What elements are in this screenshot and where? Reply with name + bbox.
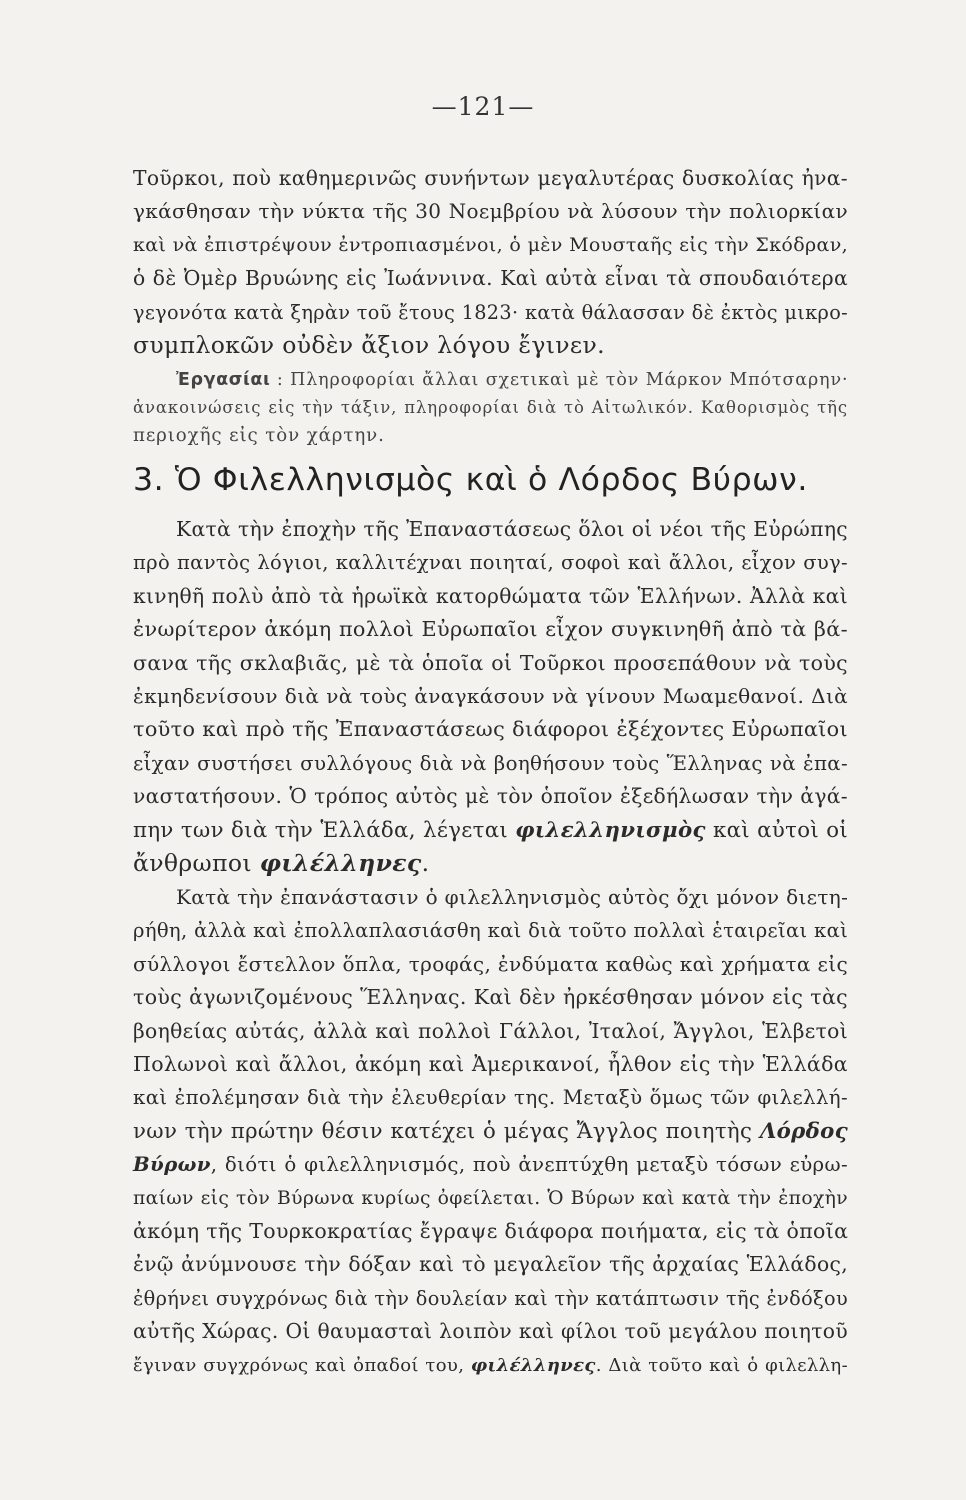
paragraph-siege-end <box>133 162 848 362</box>
text-line: εἶχαν συστήσει συλλόγους διὰ νὰ βοηθήσουν τοὺς Ἕλληνας νὰ ἐπα- <box>133 751 848 775</box>
text-line: ναστατήσουν. Ὁ τρόπος αὐτὸς μὲ τὸν ὁποῖον ἐξεδήλωσαν τὴν ἀγά- <box>133 784 848 809</box>
text-segment: . Διὰ τοῦτο καὶ ὁ φιλελλη- <box>595 1354 848 1376</box>
exercises-line: περιοχῆς εἰς τὸν χάρτην. <box>133 425 385 446</box>
text-line <box>133 1148 848 1181</box>
text-line: γκάσθησαν τὴν νύκτα τῆς 30 Νοεμβρίου νὰ λύσουν τὴν πολιορκίαν <box>133 199 848 224</box>
exercises-note <box>133 366 848 450</box>
text-line: γεγονότα κατὰ ξηρὰν τοῦ ἔτους 1823· κατὰ θάλασσαν δὲ ἐκτὸς μικρο- <box>133 300 848 324</box>
emphasis-term: Βύρων <box>133 1152 211 1177</box>
text-line: καὶ νὰ ἐπιστρέψουν ἐντροπιασμένοι, ὁ μὲν Μουσταῆς εἰς τὴν Σκόδραν, <box>133 233 848 256</box>
text-line <box>133 847 848 880</box>
text-line: ἐκμηδενίσουν διὰ νὰ τοὺς ἀναγκάσουν νὰ γίνουν Μωαμεθανοί. Διὰ <box>133 684 848 709</box>
text-line <box>133 814 848 847</box>
section-heading: 3. Ὁ Φιλελληνισμὸς καὶ ὁ Λόρδος Βύρων. <box>133 462 808 498</box>
text-line: αὐτῆς Χώρας. Οἱ θαυμασταὶ λοιπὸν καὶ φίλοι τοῦ μεγάλου ποιητοῦ <box>133 1319 848 1344</box>
text-line <box>133 1349 848 1382</box>
paragraph-philhellenism <box>133 513 848 880</box>
text-segment: . <box>421 849 430 878</box>
text-line: Κατὰ τὴν ἐπανάστασιν ὁ φιλελληνισμὸς αὐτὸς ὄχι μόνον διετη- <box>176 885 849 909</box>
emphasis-term: Λόρδος <box>759 1118 848 1144</box>
exercises-text: : Πληροφορίαι ἄλλαι σχετικαὶ μὲ τὸν Μάρκον Μπότσαρην· <box>276 370 849 390</box>
text-line: καὶ ἐπολέμησαν διὰ τὴν ἐλευθερίαν της. Μεταξὺ ὅμως τῶν φιλελλή- <box>133 1086 848 1110</box>
text-segment: πην των διὰ τὴν Ἑλλάδα, λέγεται <box>133 817 509 843</box>
text-line: ὁ δὲ Ὀμὲρ Βρυώνης εἰς Ἰωάννινα. Καὶ αὐτὰ εἶναι τὰ σπουδαιότερα <box>133 266 848 291</box>
text-line: τοὺς ἀγωνιζομένους Ἕλληνας. Καὶ δὲν ἠρκέσθησαν μόνον εἰς τὰς <box>133 985 848 1010</box>
emphasis-term: φιλέλληνες <box>470 1354 596 1376</box>
text-line: σύλλογοι ἔστελλον ὅπλα, τροφάς, ἐνδύματα καθὼς καὶ χρήματα εἰς <box>133 951 848 976</box>
text-segment: ἄνθρωποι <box>133 849 252 878</box>
text-line: Πολωνοὶ καὶ ἄλλοι, ἀκόμη καὶ Ἀμερικανοί, ἦλθον εἰς τὴν Ἑλλάδα <box>133 1052 848 1077</box>
text-segment: νων τὴν πρώτην θέσιν κατέχει ὁ μέγας Ἄγγλος ποιητὴς <box>133 1118 753 1144</box>
emphasis-term: φιλελληνισμὸς <box>515 817 706 843</box>
text-segment: ἔγιναν συγχρόνως καὶ ὀπαδοί του, <box>133 1354 465 1376</box>
text-line: κινηθῆ πολὺ ἀπὸ τὰ ἡρωϊκὰ κατορθώματα τῶν Ἑλλήνων. Ἀλλὰ καὶ <box>133 583 848 608</box>
text-line: ἀκόμη τῆς Τουρκοκρατίας ἔγραψε διάφορα ποιήματα, εἰς τὰ ὁποῖα <box>133 1219 849 1244</box>
text-line: βοηθείας αὐτάς, ἀλλὰ καὶ πολλοὶ Γάλλοι, Ἰταλοί, Ἄγγλοι, Ἑλβετοὶ <box>133 1018 848 1043</box>
text-line: ἐνωρίτερον ἀκόμη πολλοὶ Εὐρωπαῖοι εἶχον συγκινηθῆ ἀπὸ τὰ βά- <box>133 617 848 642</box>
page-number: —121— <box>431 92 535 121</box>
text-segment: καὶ αὐτοὶ οἱ <box>712 817 849 843</box>
paragraph-byron <box>133 881 848 1382</box>
text-line: Τοῦρκοι, ποὺ καθημερινῶς συνήντων μεγαλυτέρας δυσκολίας ἠνα- <box>133 166 848 190</box>
exercises-line: ἀνακοινώσεις εἰς τὴν τάξιν, πληροφορίαι διὰ τὸ Αἰτωλικόν. Καθορισμὸς τῆς <box>133 398 848 417</box>
exercises-line <box>133 366 848 394</box>
text-line: τοῦτο καὶ πρὸ τῆς Ἐπαναστάσεως διάφοροι ἐξέχοντες Εὐρωπαῖοι <box>133 717 848 742</box>
text-line: συμπλοκῶν οὐδὲν ἄξιον λόγου ἔγινεν. <box>133 331 605 360</box>
text-segment: , διότι ὁ φιλελληνισμός, ποὺ ἀνεπτύχθη μεταξὺ τόσων εὐρω- <box>210 1153 848 1177</box>
text-line: παίων εἰς τὸν Βύρωνα κυρίως ὀφείλεται. Ὁ Βύρων καὶ κατὰ τὴν ἐποχὴν <box>133 1187 848 1209</box>
text-line: σανα τῆς σκλαβιᾶς, μὲ τὰ ὁποῖα οἱ Τοῦρκοι προσεπάθουν νὰ τοὺς <box>133 650 848 675</box>
text-line: ρήθη, ἀλλὰ καὶ ἐπολλαπλασιάσθη καὶ διὰ τοῦτο πολλαὶ ἑταιρεῖαι καὶ <box>133 919 849 943</box>
text-line: ἐνῷ ἀνύμνουσε τὴν δόξαν καὶ τὸ μεγαλεῖον τῆς ἀρχαίας Ἑλλάδος, <box>133 1252 848 1277</box>
text-line: πρὸ παντὸς λόγιοι, καλλιτέχναι ποιηταί, σοφοὶ καὶ ἄλλοι, εἶχον συγ- <box>133 551 848 575</box>
text-line: Κατὰ τὴν ἐποχὴν τῆς Ἐπαναστάσεως ὅλοι οἱ νέοι τῆς Εὐρώπης <box>176 517 848 541</box>
text-line <box>133 1115 848 1148</box>
emphasis-term: φιλέλληνες <box>259 849 422 878</box>
text-line: ἐθρήνει συγχρόνως διὰ τὴν δουλείαν καὶ τὴν κατάπτωσιν τῆς ἐνδόξου <box>133 1286 848 1310</box>
exercises-label: Ἐργασίαι <box>176 370 271 390</box>
